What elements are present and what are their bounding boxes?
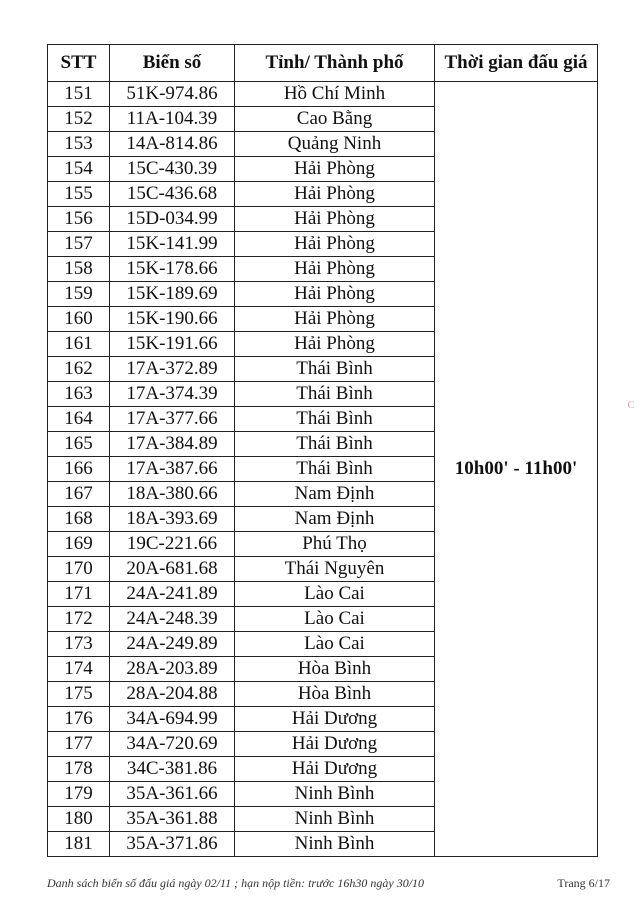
cell-plate: 20A-681.68 (110, 557, 235, 582)
cell-province: Hải Dương (235, 732, 435, 757)
cell-plate: 15K-190.66 (110, 307, 235, 332)
cell-province: Thái Bình (235, 432, 435, 457)
table-row (48, 82, 598, 107)
page-number: Trang 6/17 (557, 876, 610, 890)
cell-province: Hải Phòng (235, 307, 435, 332)
header-row (48, 45, 598, 82)
cell-province: Hòa Bình (235, 682, 435, 707)
page-footer (47, 876, 610, 891)
cell-plate: 24A-249.89 (110, 632, 235, 657)
cell-stt: 176 (48, 707, 110, 732)
cell-plate: 11A-104.39 (110, 107, 235, 132)
cell-stt: 166 (48, 457, 110, 482)
cell-stt: 171 (48, 582, 110, 607)
cell-province: Hồ Chí Minh (235, 82, 435, 107)
cell-stt: 155 (48, 182, 110, 207)
cell-stt: 163 (48, 382, 110, 407)
footer-note: Danh sách biển số đấu giá ngày 02/11 ; hạn nộp tiền: trước 16h30 ngày 30/10 (47, 876, 425, 890)
cell-plate: 18A-380.66 (110, 482, 235, 507)
header-stt: STT (48, 45, 110, 82)
cell-plate: 28A-204.88 (110, 682, 235, 707)
cell-stt: 151 (48, 82, 110, 107)
cell-plate: 17A-372.89 (110, 357, 235, 382)
header-plate: Biển số (110, 45, 235, 82)
header-auction-time: Thời gian đấu giá (435, 45, 598, 82)
cell-stt: 165 (48, 432, 110, 457)
cell-province: Hải Phòng (235, 332, 435, 357)
cell-stt: 162 (48, 357, 110, 382)
cell-stt: 161 (48, 332, 110, 357)
cell-plate: 17A-384.89 (110, 432, 235, 457)
cell-province: Nam Định (235, 507, 435, 532)
cell-province: Hải Phòng (235, 157, 435, 182)
cell-province: Hải Dương (235, 707, 435, 732)
cell-plate: 17A-377.66 (110, 407, 235, 432)
cell-stt: 169 (48, 532, 110, 557)
cell-stt: 156 (48, 207, 110, 232)
cell-province: Lào Cai (235, 582, 435, 607)
cell-plate: 15C-436.68 (110, 182, 235, 207)
table-body (48, 82, 598, 857)
cell-stt: 181 (48, 832, 110, 857)
cell-stt: 152 (48, 107, 110, 132)
cell-stt: 168 (48, 507, 110, 532)
cell-province: Lào Cai (235, 632, 435, 657)
cell-plate: 34A-720.69 (110, 732, 235, 757)
cell-stt: 164 (48, 407, 110, 432)
stamp-letter: C (627, 400, 635, 411)
plate-auction-table (47, 44, 598, 857)
cell-plate: 18A-393.69 (110, 507, 235, 532)
cell-stt: 157 (48, 232, 110, 257)
cell-province: Nam Định (235, 482, 435, 507)
cell-province: Thái Nguyên (235, 557, 435, 582)
cell-plate: 15K-141.99 (110, 232, 235, 257)
cell-province: Phú Thọ (235, 532, 435, 557)
stamp-mark (624, 395, 638, 417)
cell-plate: 35A-371.86 (110, 832, 235, 857)
cell-province: Thái Bình (235, 407, 435, 432)
cell-stt: 175 (48, 682, 110, 707)
cell-stt: 179 (48, 782, 110, 807)
cell-province: Quảng Ninh (235, 132, 435, 157)
cell-stt: 173 (48, 632, 110, 657)
cell-stt: 172 (48, 607, 110, 632)
cell-stt: 158 (48, 257, 110, 282)
cell-plate: 15K-178.66 (110, 257, 235, 282)
cell-stt: 154 (48, 157, 110, 182)
cell-province: Hải Phòng (235, 257, 435, 282)
cell-plate: 34C-381.86 (110, 757, 235, 782)
cell-plate: 15C-430.39 (110, 157, 235, 182)
cell-province: Thái Bình (235, 382, 435, 407)
cell-plate: 19C-221.66 (110, 532, 235, 557)
cell-stt: 177 (48, 732, 110, 757)
cell-province: Hải Phòng (235, 207, 435, 232)
cell-plate: 51K-974.86 (110, 82, 235, 107)
cell-stt: 159 (48, 282, 110, 307)
cell-plate: 35A-361.88 (110, 807, 235, 832)
cell-province: Thái Bình (235, 457, 435, 482)
cell-stt: 178 (48, 757, 110, 782)
cell-province: Cao Bằng (235, 107, 435, 132)
cell-province: Thái Bình (235, 357, 435, 382)
cell-province: Ninh Bình (235, 807, 435, 832)
cell-province: Hải Phòng (235, 232, 435, 257)
cell-plate: 24A-248.39 (110, 607, 235, 632)
cell-province: Hải Phòng (235, 282, 435, 307)
cell-province: Hòa Bình (235, 657, 435, 682)
cell-province: Hải Dương (235, 757, 435, 782)
cell-plate: 34A-694.99 (110, 707, 235, 732)
cell-province: Ninh Bình (235, 782, 435, 807)
cell-plate: 17A-387.66 (110, 457, 235, 482)
header-province: Tỉnh/ Thành phố (235, 45, 435, 82)
cell-stt: 167 (48, 482, 110, 507)
cell-province: Ninh Bình (235, 832, 435, 857)
cell-province: Hải Phòng (235, 182, 435, 207)
cell-plate: 24A-241.89 (110, 582, 235, 607)
cell-plate: 15K-191.66 (110, 332, 235, 357)
cell-plate: 35A-361.66 (110, 782, 235, 807)
cell-stt: 170 (48, 557, 110, 582)
cell-stt: 174 (48, 657, 110, 682)
cell-plate: 15K-189.69 (110, 282, 235, 307)
cell-stt: 160 (48, 307, 110, 332)
cell-plate: 15D-034.99 (110, 207, 235, 232)
cell-plate: 14A-814.86 (110, 132, 235, 157)
cell-plate: 17A-374.39 (110, 382, 235, 407)
cell-stt: 180 (48, 807, 110, 832)
cell-auction-time: 10h00' - 11h00' (435, 82, 598, 857)
cell-stt: 153 (48, 132, 110, 157)
cell-plate: 28A-203.89 (110, 657, 235, 682)
cell-province: Lào Cai (235, 607, 435, 632)
